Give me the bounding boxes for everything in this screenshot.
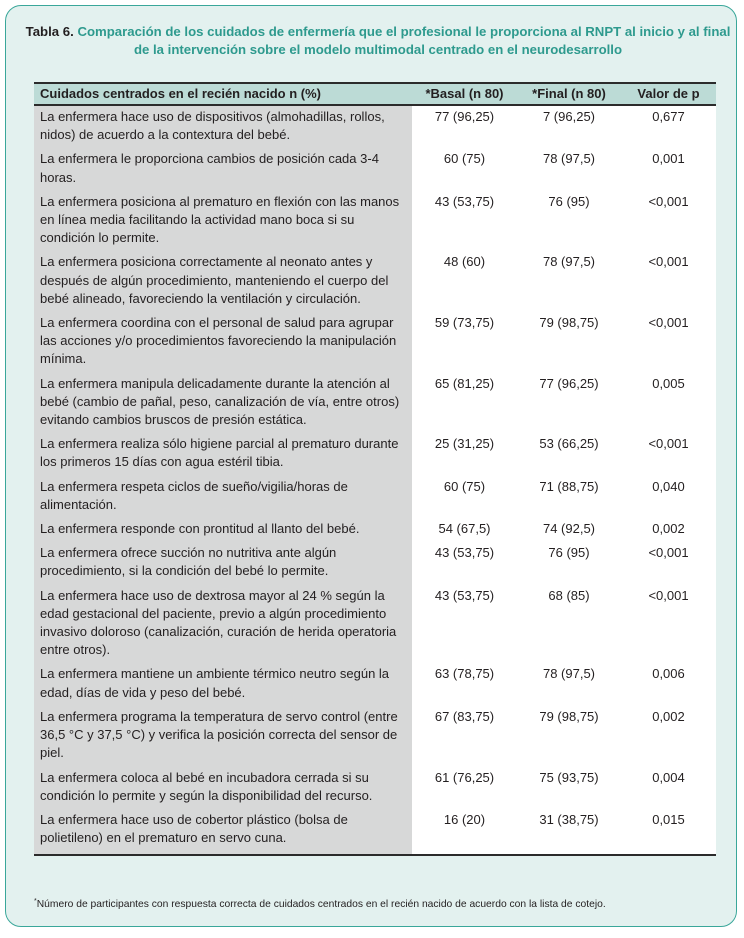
basal-value: 67 (83,75) bbox=[412, 706, 517, 767]
p-value: 0,005 bbox=[621, 373, 716, 434]
final-value: 71 (88,75) bbox=[517, 476, 621, 518]
p-value: 0,001 bbox=[621, 148, 716, 190]
table-row bbox=[34, 251, 716, 312]
care-description: La enfermera mantiene un ambiente térmico neutro según la edad, días de vida y peso del bebé. bbox=[34, 663, 412, 705]
basal-value: 60 (75) bbox=[412, 476, 517, 518]
care-description: La enfermera realiza sólo higiene parcial al prematuro durante los primeros 15 días con agua estéril tibia. bbox=[34, 433, 412, 475]
p-value: 0,002 bbox=[621, 706, 716, 767]
p-value: <0,001 bbox=[621, 251, 716, 312]
care-description: La enfermera manipula delicadamente durante la atención al bebé (cambio de pañal, peso, canalización de vía, entre otros) evitando cambios bruscos de presión estática. bbox=[34, 373, 412, 434]
basal-value: 65 (81,25) bbox=[412, 373, 517, 434]
table-row bbox=[34, 809, 716, 855]
final-value: 78 (97,5) bbox=[517, 251, 621, 312]
basal-value: 77 (96,25) bbox=[412, 105, 517, 148]
column-header-basal: *Basal (n 80) bbox=[412, 83, 517, 105]
table-frame bbox=[5, 5, 737, 927]
care-description: La enfermera posiciona al prematuro en flexión con las manos en línea media facilitando la actividad mano boca si su condición lo permite. bbox=[34, 191, 412, 252]
basal-value: 16 (20) bbox=[412, 809, 517, 855]
basal-value: 63 (78,75) bbox=[412, 663, 517, 705]
p-value: 0,040 bbox=[621, 476, 716, 518]
basal-value: 43 (53,75) bbox=[412, 191, 517, 252]
care-description: La enfermera coloca al bebé en incubadora cerrada si su condición lo permite y según la disponibilidad del recurso. bbox=[34, 767, 412, 809]
final-value: 74 (92,5) bbox=[517, 518, 621, 542]
final-value: 78 (97,5) bbox=[517, 148, 621, 190]
table-row bbox=[34, 476, 716, 518]
final-value: 31 (38,75) bbox=[517, 809, 621, 855]
final-value: 7 (96,25) bbox=[517, 105, 621, 148]
table-row bbox=[34, 373, 716, 434]
table-row bbox=[34, 105, 716, 148]
p-value: 0,015 bbox=[621, 809, 716, 855]
p-value: 0,006 bbox=[621, 663, 716, 705]
data-table bbox=[34, 82, 716, 856]
table-header-row bbox=[34, 83, 716, 105]
care-description: La enfermera hace uso de cobertor plástico (bolsa de polietileno) en el prematuro en servo cuna. bbox=[34, 809, 412, 855]
table-label: Tabla 6. bbox=[25, 24, 74, 39]
care-description: La enfermera respeta ciclos de sueño/vigilia/horas de alimentación. bbox=[34, 476, 412, 518]
table-row bbox=[34, 542, 716, 584]
p-value: <0,001 bbox=[621, 191, 716, 252]
p-value: <0,001 bbox=[621, 433, 716, 475]
table-row bbox=[34, 663, 716, 705]
table-bottom-rule bbox=[34, 855, 716, 856]
final-value: 76 (95) bbox=[517, 542, 621, 584]
care-description: La enfermera posiciona correctamente al neonato antes y después de algún procedimiento, manteniendo el cuerpo del bebé alineado, favoreciendo la ventilación y circulación. bbox=[34, 251, 412, 312]
p-value: <0,001 bbox=[621, 312, 716, 373]
final-value: 76 (95) bbox=[517, 191, 621, 252]
footnote-text: Número de participantes con respuesta correcta de cuidados centrados en el recién nacido de acuerdo con la lista de cotejo. bbox=[36, 899, 606, 910]
care-description: La enfermera responde con prontitud al llanto del bebé. bbox=[34, 518, 412, 542]
basal-value: 60 (75) bbox=[412, 148, 517, 190]
p-value: 0,677 bbox=[621, 105, 716, 148]
final-value: 79 (98,75) bbox=[517, 312, 621, 373]
final-value: 79 (98,75) bbox=[517, 706, 621, 767]
footnote-marker: * bbox=[34, 898, 37, 905]
table-row bbox=[34, 767, 716, 809]
final-value: 68 (85) bbox=[517, 585, 621, 664]
table-title: Comparación de los cuidados de enfermería que el profesional le proporciona al RNPT al inicio y al final de la intervención sobre el modelo multimodal centrado en el neurodesarrollo bbox=[77, 24, 731, 57]
table-row bbox=[34, 191, 716, 252]
p-value: <0,001 bbox=[621, 542, 716, 584]
care-description: La enfermera coordina con el personal de salud para agrupar las acciones y/o procedimientos favoreciendo la manipulación mínima. bbox=[34, 312, 412, 373]
basal-value: 59 (73,75) bbox=[412, 312, 517, 373]
table-row bbox=[34, 585, 716, 664]
final-value: 78 (97,5) bbox=[517, 663, 621, 705]
basal-value: 43 (53,75) bbox=[412, 585, 517, 664]
column-header-final: *Final (n 80) bbox=[517, 83, 621, 105]
care-description: La enfermera hace uso de dispositivos (almohadillas, rollos, nidos) de acuerdo a la contextura del bebé. bbox=[34, 105, 412, 148]
column-header-care: Cuidados centrados en el recién nacido n (%) bbox=[34, 83, 412, 105]
care-description: La enfermera ofrece succión no nutritiva ante algún procedimiento, si la condición del bebé lo permite. bbox=[34, 542, 412, 584]
table-row bbox=[34, 148, 716, 190]
table-footnote bbox=[34, 898, 724, 912]
table-row bbox=[34, 312, 716, 373]
p-value: 0,002 bbox=[621, 518, 716, 542]
care-description: La enfermera programa la temperatura de servo control (entre 36,5 °C y 37,5 °C) y verifica la posición correcta del sensor de piel. bbox=[34, 706, 412, 767]
p-value: 0,004 bbox=[621, 767, 716, 809]
basal-value: 25 (31,25) bbox=[412, 433, 517, 475]
basal-value: 43 (53,75) bbox=[412, 542, 517, 584]
final-value: 75 (93,75) bbox=[517, 767, 621, 809]
basal-value: 48 (60) bbox=[412, 251, 517, 312]
table-row bbox=[34, 433, 716, 475]
basal-value: 54 (67,5) bbox=[412, 518, 517, 542]
table-row bbox=[34, 706, 716, 767]
table-row bbox=[34, 518, 716, 542]
care-description: La enfermera le proporciona cambios de posición cada 3-4 horas. bbox=[34, 148, 412, 190]
final-value: 53 (66,25) bbox=[517, 433, 621, 475]
care-description: La enfermera hace uso de dextrosa mayor al 24 % según la edad gestacional del paciente, previo a algún procedimiento invasivo doloroso (canalización, curación de herida operatoria entre otros). bbox=[34, 585, 412, 664]
final-value: 77 (96,25) bbox=[517, 373, 621, 434]
p-value: <0,001 bbox=[621, 585, 716, 664]
basal-value: 61 (76,25) bbox=[412, 767, 517, 809]
column-header-p-value: Valor de p bbox=[621, 83, 716, 105]
table-caption bbox=[24, 23, 732, 59]
